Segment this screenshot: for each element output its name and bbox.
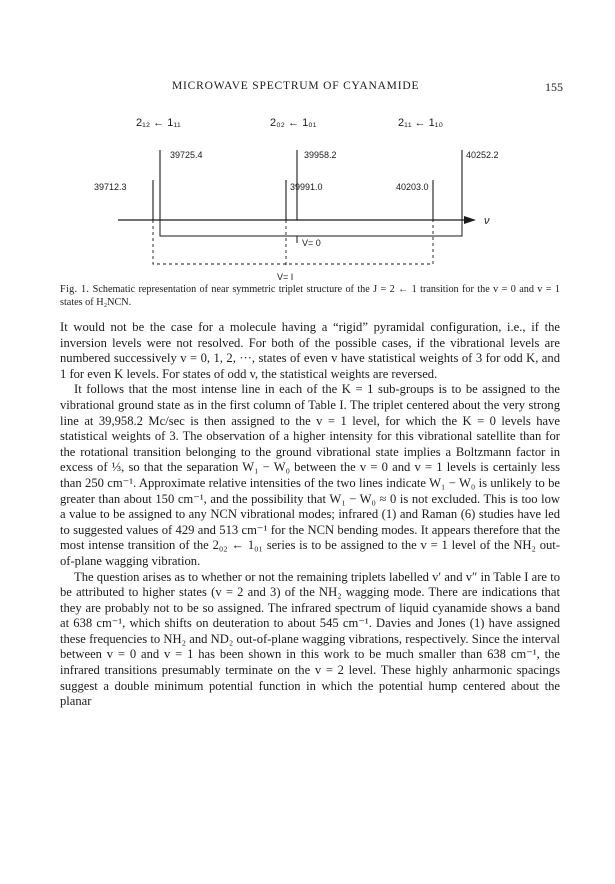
body-text — [60, 320, 560, 710]
frequency-label: 39991.0 — [290, 182, 323, 192]
axis-symbol: ν — [484, 215, 490, 227]
transition-label: 2₀₂ ← 1₀₁ — [270, 117, 317, 129]
axis-arrowhead — [464, 216, 476, 224]
v1-bracket — [153, 220, 433, 264]
running-title: MICROWAVE SPECTRUM OF CYANAMIDE — [172, 80, 420, 92]
figure-caption — [60, 283, 560, 309]
frequency-label: 40252.2 — [466, 150, 499, 160]
frequency-label: 39958.2 — [304, 150, 337, 160]
caption-label: Fig. 1. — [60, 284, 90, 295]
paragraph: It follows that the most intense line in each of the K = 1 sub-groups is to be assigned to the vibrational ground state as in the first column of Table I. The triplet centered about the very strong line at 39,958.2 Mc/sec is then assigned to the v = 1 level, for which the K = 0 levels have statistical weights of 3. The observation of a higher intensity for this vibrational satellite than for the rotational transition belonging to the ground vibrational state implies a Boltzmann factor in excess of ⅓, so that the separation W₁ − W₀ between the v = 0 and v = 1 levels is certainly less than 250 cm⁻¹. Approximate relative intensities of the two lines indicate W₁ − W₀ is unlikely to be greater than about 150 cm⁻¹, and the possibility that W₁ − W₀ ≈ 0 is not excluded. This is too low a value to be assigned to any NCN vibrational modes; infrared (1) and Raman (6) studies have led to suggested values of 429 and 513 cm⁻¹ for the NCN bending modes. It appears therefore that the most intense transition of the 2₀₂ ← 1₀₁ series is to be assigned to the v = 1 level of the NH₂ out-of-plane wagging vibration. — [60, 382, 560, 568]
v1-label: V= I — [277, 272, 294, 282]
frequency-label: 40203.0 — [396, 182, 429, 192]
frequency-label: 39725.4 — [170, 150, 203, 160]
paragraph: The question arises as to whether or not the remaining triplets labelled v′ and v″ in Table I are to be attributed to higher states (v = 2 and 3) of the NH₂ wagging mode. There are indications that they are probably not to be so assigned. The infrared spectrum of liquid cyanamide shows a band at 638 cm⁻¹, which shifts on deuteration to about 545 cm⁻¹. Davies and Jones (1) have assigned these frequencies to NH₂ and ND₂ out-of-plane wagging vibrations, respectively. Since the interval between v = 0 and v = 1 has been shown in this work to be much smaller than 638 cm⁻¹, the infrared transitions presumably terminate on the v = 2 level. These highly anharmonic spacings suggest a double minimum potential function in which the potential hump centered about the planar — [60, 569, 560, 709]
caption-text: Schematic representation of near symmetric triplet structure of the J = 2 ← 1 transition for the v = 0 and v = 1 states of H₂NCN. — [60, 284, 560, 308]
transition-label: 2₁₁ ← 1₁₀ — [398, 117, 444, 129]
v0-bracket — [160, 220, 462, 236]
frequency-label: 39712.3 — [94, 182, 127, 192]
page-number: 155 — [545, 80, 563, 94]
transition-label: 2₁₂ ← 1₁₁ — [136, 117, 181, 129]
v0-label: V= 0 — [302, 238, 321, 248]
triplet-figure — [0, 0, 615, 290]
paragraph: It would not be the case for a molecule having a “rigid” pyramidal configuration, i.e., if the inversion levels were not resolved. For both of the possible cases, if the vibrational levels are numbered successively v = 0, 1, 2, ···, states of even v have statistical weights of 3 for odd K, and 1 for even K levels. For states of odd v, the statistical weights are reversed. — [60, 320, 560, 381]
